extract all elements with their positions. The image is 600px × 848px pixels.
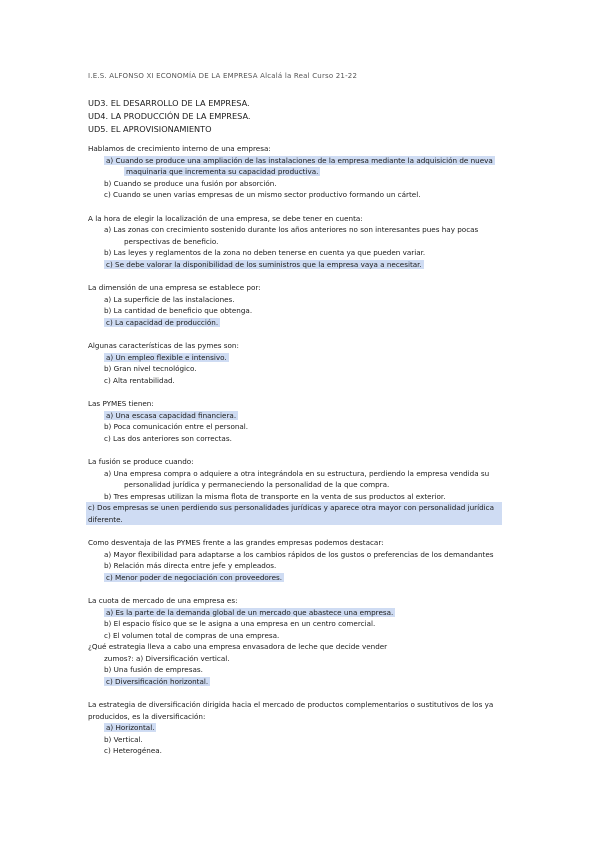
option-b: b) El espacio físico que se le asigna a una empresa en un centro comercial. bbox=[104, 619, 376, 628]
question-title: ¿Qué estrategia lleva a cabo una empresa envasadora de leche que decide vender bbox=[88, 642, 388, 651]
question-5 bbox=[88, 398, 508, 444]
option-b: b) Poca comunicación entre el personal. bbox=[104, 422, 249, 431]
option-a-continued: maquinaria que incrementa su capacidad productiva. bbox=[126, 167, 319, 176]
question-title: La dimensión de una empresa se establece por: bbox=[88, 283, 261, 292]
units-list bbox=[88, 97, 251, 136]
unit-title: UD4. LA PRODUCCIÓN DE LA EMPRESA. bbox=[88, 111, 251, 121]
option-c: c) Cuando se unen varias empresas de un mismo sector productivo formando un cártel. bbox=[104, 190, 421, 199]
question-title: Hablamos de crecimiento interno de una empresa: bbox=[88, 144, 271, 153]
option-b: b) La cantidad de beneficio que obtenga. bbox=[104, 306, 253, 315]
option-c-selected: c) Se debe valorar la disponibilidad de los suministros que la empresa vaya a necesitar. bbox=[106, 259, 422, 269]
question-title: La estrategia de diversificación dirigida hacia el mercado de productos complementarios o sustitutivos de los ya bbox=[88, 700, 494, 709]
question-4 bbox=[88, 340, 508, 386]
option-a: a) Mayor flexibilidad para adaptarse a los cambios rápidos de los gustos o preferencias de los demandantes bbox=[104, 549, 494, 559]
question-title: Las PYMES tienen: bbox=[88, 399, 154, 408]
question-title: Como desventaja de las PYMES frente a las grandes empresas podemos destacar: bbox=[88, 538, 384, 547]
option-b: b) Tres empresas utilizan la misma flota de transporte en la venta de sus productos al exterior. bbox=[104, 491, 446, 501]
option-a: a) La superficie de las instalaciones. bbox=[104, 294, 235, 304]
question-title: La fusión se produce cuando: bbox=[88, 457, 194, 466]
question-10 bbox=[88, 699, 508, 757]
question-title-continued: zumos?: a) Diversificación vertical. bbox=[104, 653, 230, 663]
option-a-selected: a) Una escasa capacidad financiera. bbox=[106, 410, 237, 420]
option-c-selected: c) Menor poder de negociación con proveedores. bbox=[106, 572, 283, 582]
option-a-selected: a) Cuando se produce una ampliación de las instalaciones de la empresa mediante la adquisición de nueva bbox=[106, 155, 493, 165]
option-a: a) Una empresa compra o adquiere a otra integrándola en su estructura, perdiendo la empresa vendida su bbox=[104, 468, 490, 478]
option-b: b) Vertical. bbox=[104, 734, 143, 744]
question-2 bbox=[88, 213, 508, 271]
option-c-selected: c) Dos empresas se unen perdiendo sus personalidades jurídicas y aparece otra mayor con personalidad jurídica bbox=[86, 502, 502, 514]
question-6 bbox=[88, 456, 508, 525]
question-title: Algunas características de las pymes son: bbox=[88, 341, 239, 350]
option-b: b) Gran nivel tecnológico. bbox=[104, 364, 197, 373]
questions bbox=[88, 143, 508, 769]
question-8-9 bbox=[88, 595, 508, 687]
option-a-selected: a) Un empleo flexible e intensivo. bbox=[106, 352, 227, 362]
unit-title: UD5. EL APROVISIONAMIENTO bbox=[88, 124, 212, 134]
option-a-selected: a) Horizontal. bbox=[106, 723, 155, 732]
page-header: I.E.S. ALFONSO XI ECONOMÍA DE LA EMPRESA Alcalá la Real Curso 21-22 bbox=[88, 72, 358, 80]
question-3 bbox=[88, 282, 508, 328]
option-c: c) Heterogénea. bbox=[104, 746, 162, 755]
option-a-continued: perspectivas de beneficio. bbox=[124, 236, 219, 246]
option-b: b) Una fusión de empresas. bbox=[104, 665, 203, 674]
option-b: b) Cuando se produce una fusión por absorción. bbox=[104, 178, 277, 188]
question-1 bbox=[88, 143, 508, 201]
option-c-selected: c) Diversificación horizontal. bbox=[106, 676, 209, 686]
option-c-continued: diferente. bbox=[86, 514, 502, 526]
option-b: b) Relación más directa entre jefe y empleados. bbox=[104, 561, 277, 570]
option-c: c) Alta rentabilidad. bbox=[104, 375, 175, 385]
option-a: a) Las zonas con crecimiento sostenido durante los años anteriores no son interesantes pues hay pocas bbox=[104, 225, 479, 234]
option-c: c) Las dos anteriores son correctas. bbox=[104, 433, 232, 443]
question-title: A la hora de elegir la localización de una empresa, se debe tener en cuenta: bbox=[88, 213, 363, 223]
question-7 bbox=[88, 537, 508, 583]
question-title: La cuota de mercado de una empresa es: bbox=[88, 596, 238, 605]
option-c: c) El volumen total de compras de una empresa. bbox=[104, 630, 280, 640]
option-a-selected: a) Es la parte de la demanda global de un mercado que abastece una empresa. bbox=[106, 607, 394, 617]
option-c-selected: c) La capacidad de producción. bbox=[106, 317, 219, 327]
option-a-continued: personalidad jurídica y permaneciendo la personalidad de la que compra. bbox=[124, 480, 390, 489]
unit-title: UD3. EL DESARROLLO DE LA EMPRESA. bbox=[88, 98, 250, 108]
option-b: b) Las leyes y reglamentos de la zona no deben tenerse en cuenta ya que pueden variar. bbox=[104, 248, 426, 257]
question-title-continued: producidos, es la diversificación: bbox=[88, 711, 206, 721]
